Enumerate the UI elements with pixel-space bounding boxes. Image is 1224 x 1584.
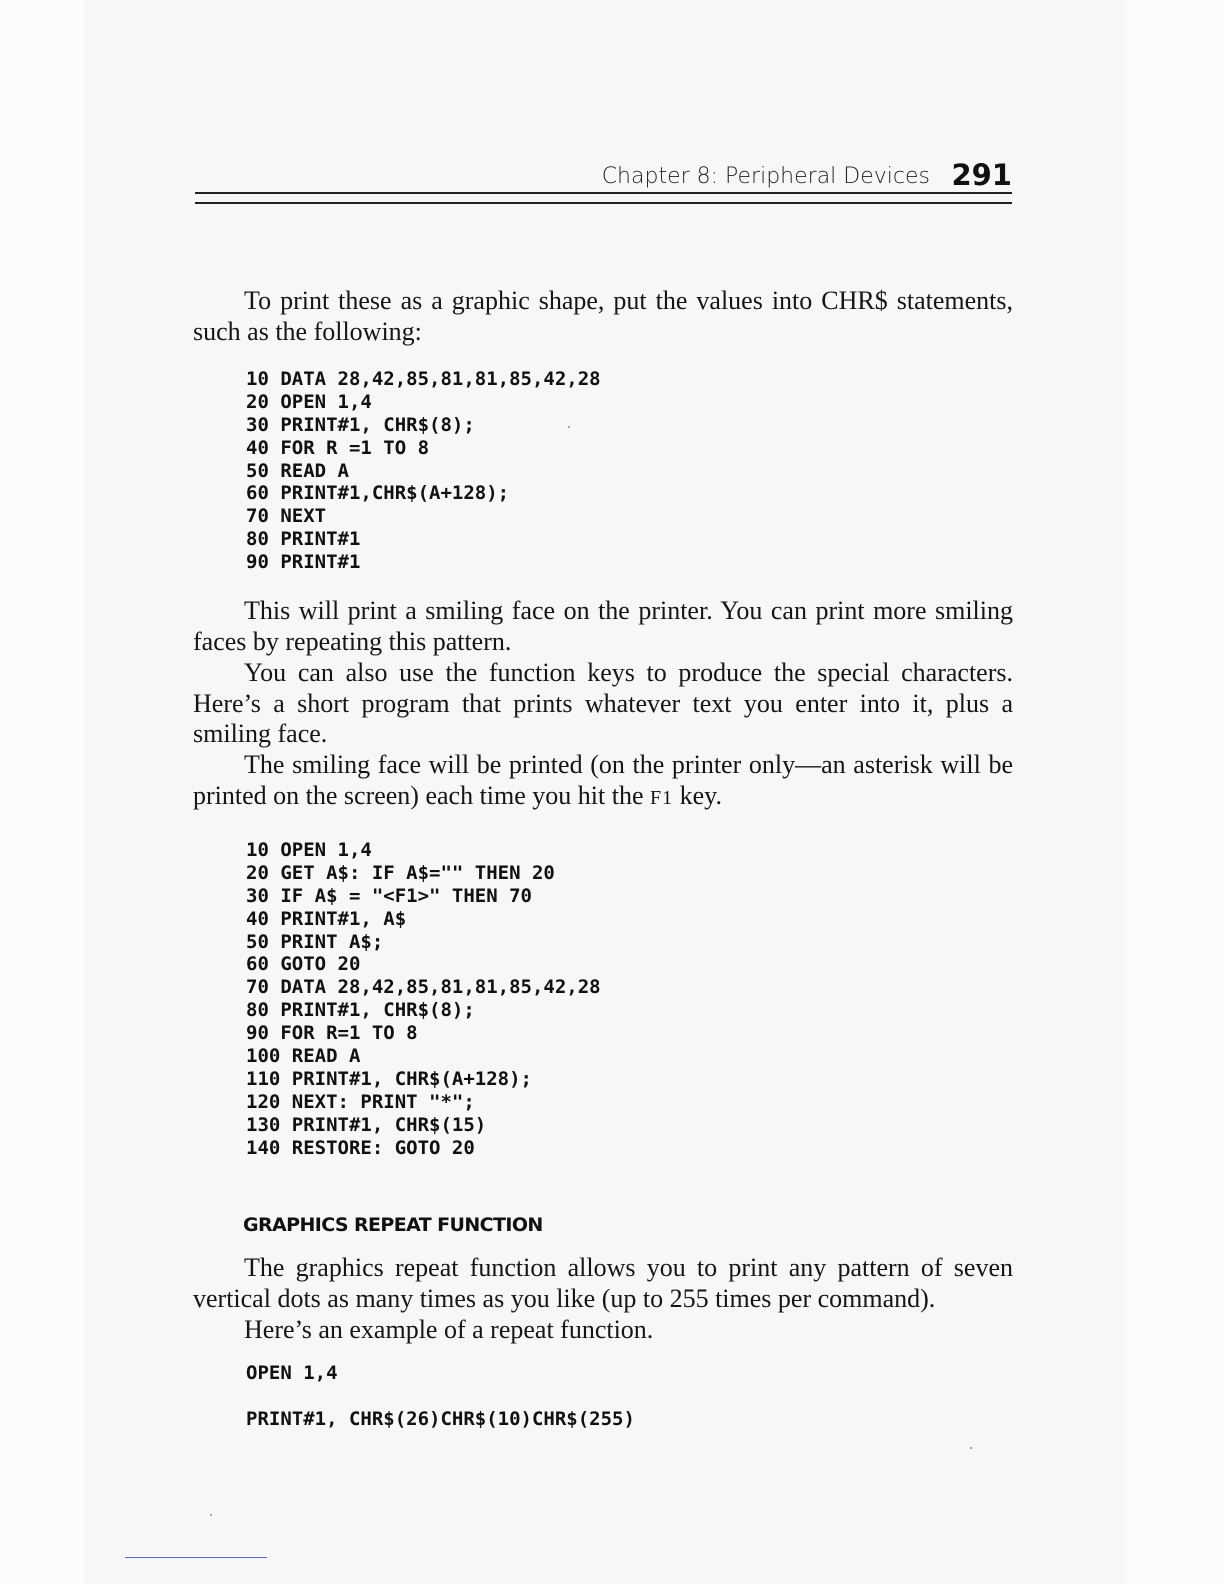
code-line: 130 PRINT#1, CHR$(15) <box>246 1113 487 1136</box>
function-keys-paragraph: You can also use the function keys to produce the special characters. Here’s a short program that prints whatever text you enter into it, plus a smiling face. <box>193 658 1013 749</box>
code-line: 50 READ A <box>246 459 349 482</box>
code-line: 70 DATA 28,42,85,81,81,85,42,28 <box>246 976 601 999</box>
intro-paragraph: To print these as a graphic shape, put the values into CHR$ statements, such as the following: <box>193 286 1013 346</box>
code-line: PRINT#1, CHR$(26)CHR$(10)CHR$(255) <box>246 1408 635 1430</box>
section-heading: GRAPHICS REPEAT FUNCTION <box>243 1214 543 1236</box>
program-listing-2 <box>246 839 601 1159</box>
f1-key-label: F1 <box>650 786 674 809</box>
code-line: 20 OPEN 1,4 <box>246 390 372 413</box>
code-line: 50 PRINT A$; <box>246 930 384 953</box>
header-rule-top <box>195 192 1012 194</box>
code-line: 40 FOR R =1 TO 8 <box>246 436 430 459</box>
bottom-edge-line <box>125 1557 267 1558</box>
code-line: OPEN 1,4 <box>246 1362 338 1384</box>
code-line: 120 NEXT: PRINT "*"; <box>246 1090 475 1113</box>
code-line: 80 PRINT#1 <box>246 528 361 551</box>
code-line: 40 PRINT#1, A$ <box>246 907 407 930</box>
running-title: Chapter 8: Peripheral Devices <box>601 164 930 189</box>
header-rule-bottom <box>195 202 1012 204</box>
repeat-example-paragraph: Here’s an example of a repeat function. <box>244 1315 654 1344</box>
code-line: 90 FOR R=1 TO 8 <box>246 1022 418 1045</box>
code-line: 100 READ A <box>246 1045 361 1068</box>
asterisk-text: The smiling face will be printed (on the printer only—an asterisk will be printed on the screen) each time you hit the <box>193 750 1013 810</box>
asterisk-paragraph <box>193 750 1013 813</box>
code-line: 140 RESTORE: GOTO 20 <box>246 1136 475 1159</box>
repeat-intro-paragraph: The graphics repeat function allows you to print any pattern of seven vertical dots as many times as you like (up to 255 times per command). <box>193 1253 1013 1313</box>
running-header <box>195 158 1012 192</box>
code-line: 10 OPEN 1,4 <box>246 839 372 861</box>
scan-speck <box>568 426 570 428</box>
code-line: 90 PRINT#1 <box>246 551 361 574</box>
scan-speck <box>210 1514 212 1516</box>
page-number: 291 <box>951 158 1012 192</box>
code-line: 80 PRINT#1, CHR$(8); <box>246 999 475 1022</box>
code-line: 60 GOTO 20 <box>246 953 361 976</box>
program-listing-1 <box>246 368 601 574</box>
example-print-line <box>246 1408 635 1431</box>
smiling-face-paragraph: This will print a smiling face on the printer. You can print more smiling faces by repeating this pattern. <box>193 596 1013 656</box>
code-line: 30 PRINT#1, CHR$(8); <box>246 413 475 436</box>
example-open-line <box>246 1362 338 1385</box>
code-line: 110 PRINT#1, CHR$(A+128); <box>246 1067 532 1090</box>
code-line: 70 NEXT <box>246 505 327 528</box>
code-line: 30 IF A$ = "<F1>" THEN 70 <box>246 884 532 907</box>
code-line: 10 DATA 28,42,85,81,81,85,42,28 <box>246 368 601 390</box>
scan-speck <box>970 1447 972 1449</box>
code-line: 20 GET A$: IF A$="" THEN 20 <box>246 861 555 884</box>
code-line: 60 PRINT#1,CHR$(A+128); <box>246 482 510 505</box>
asterisk-text-end: key. <box>679 780 722 810</box>
